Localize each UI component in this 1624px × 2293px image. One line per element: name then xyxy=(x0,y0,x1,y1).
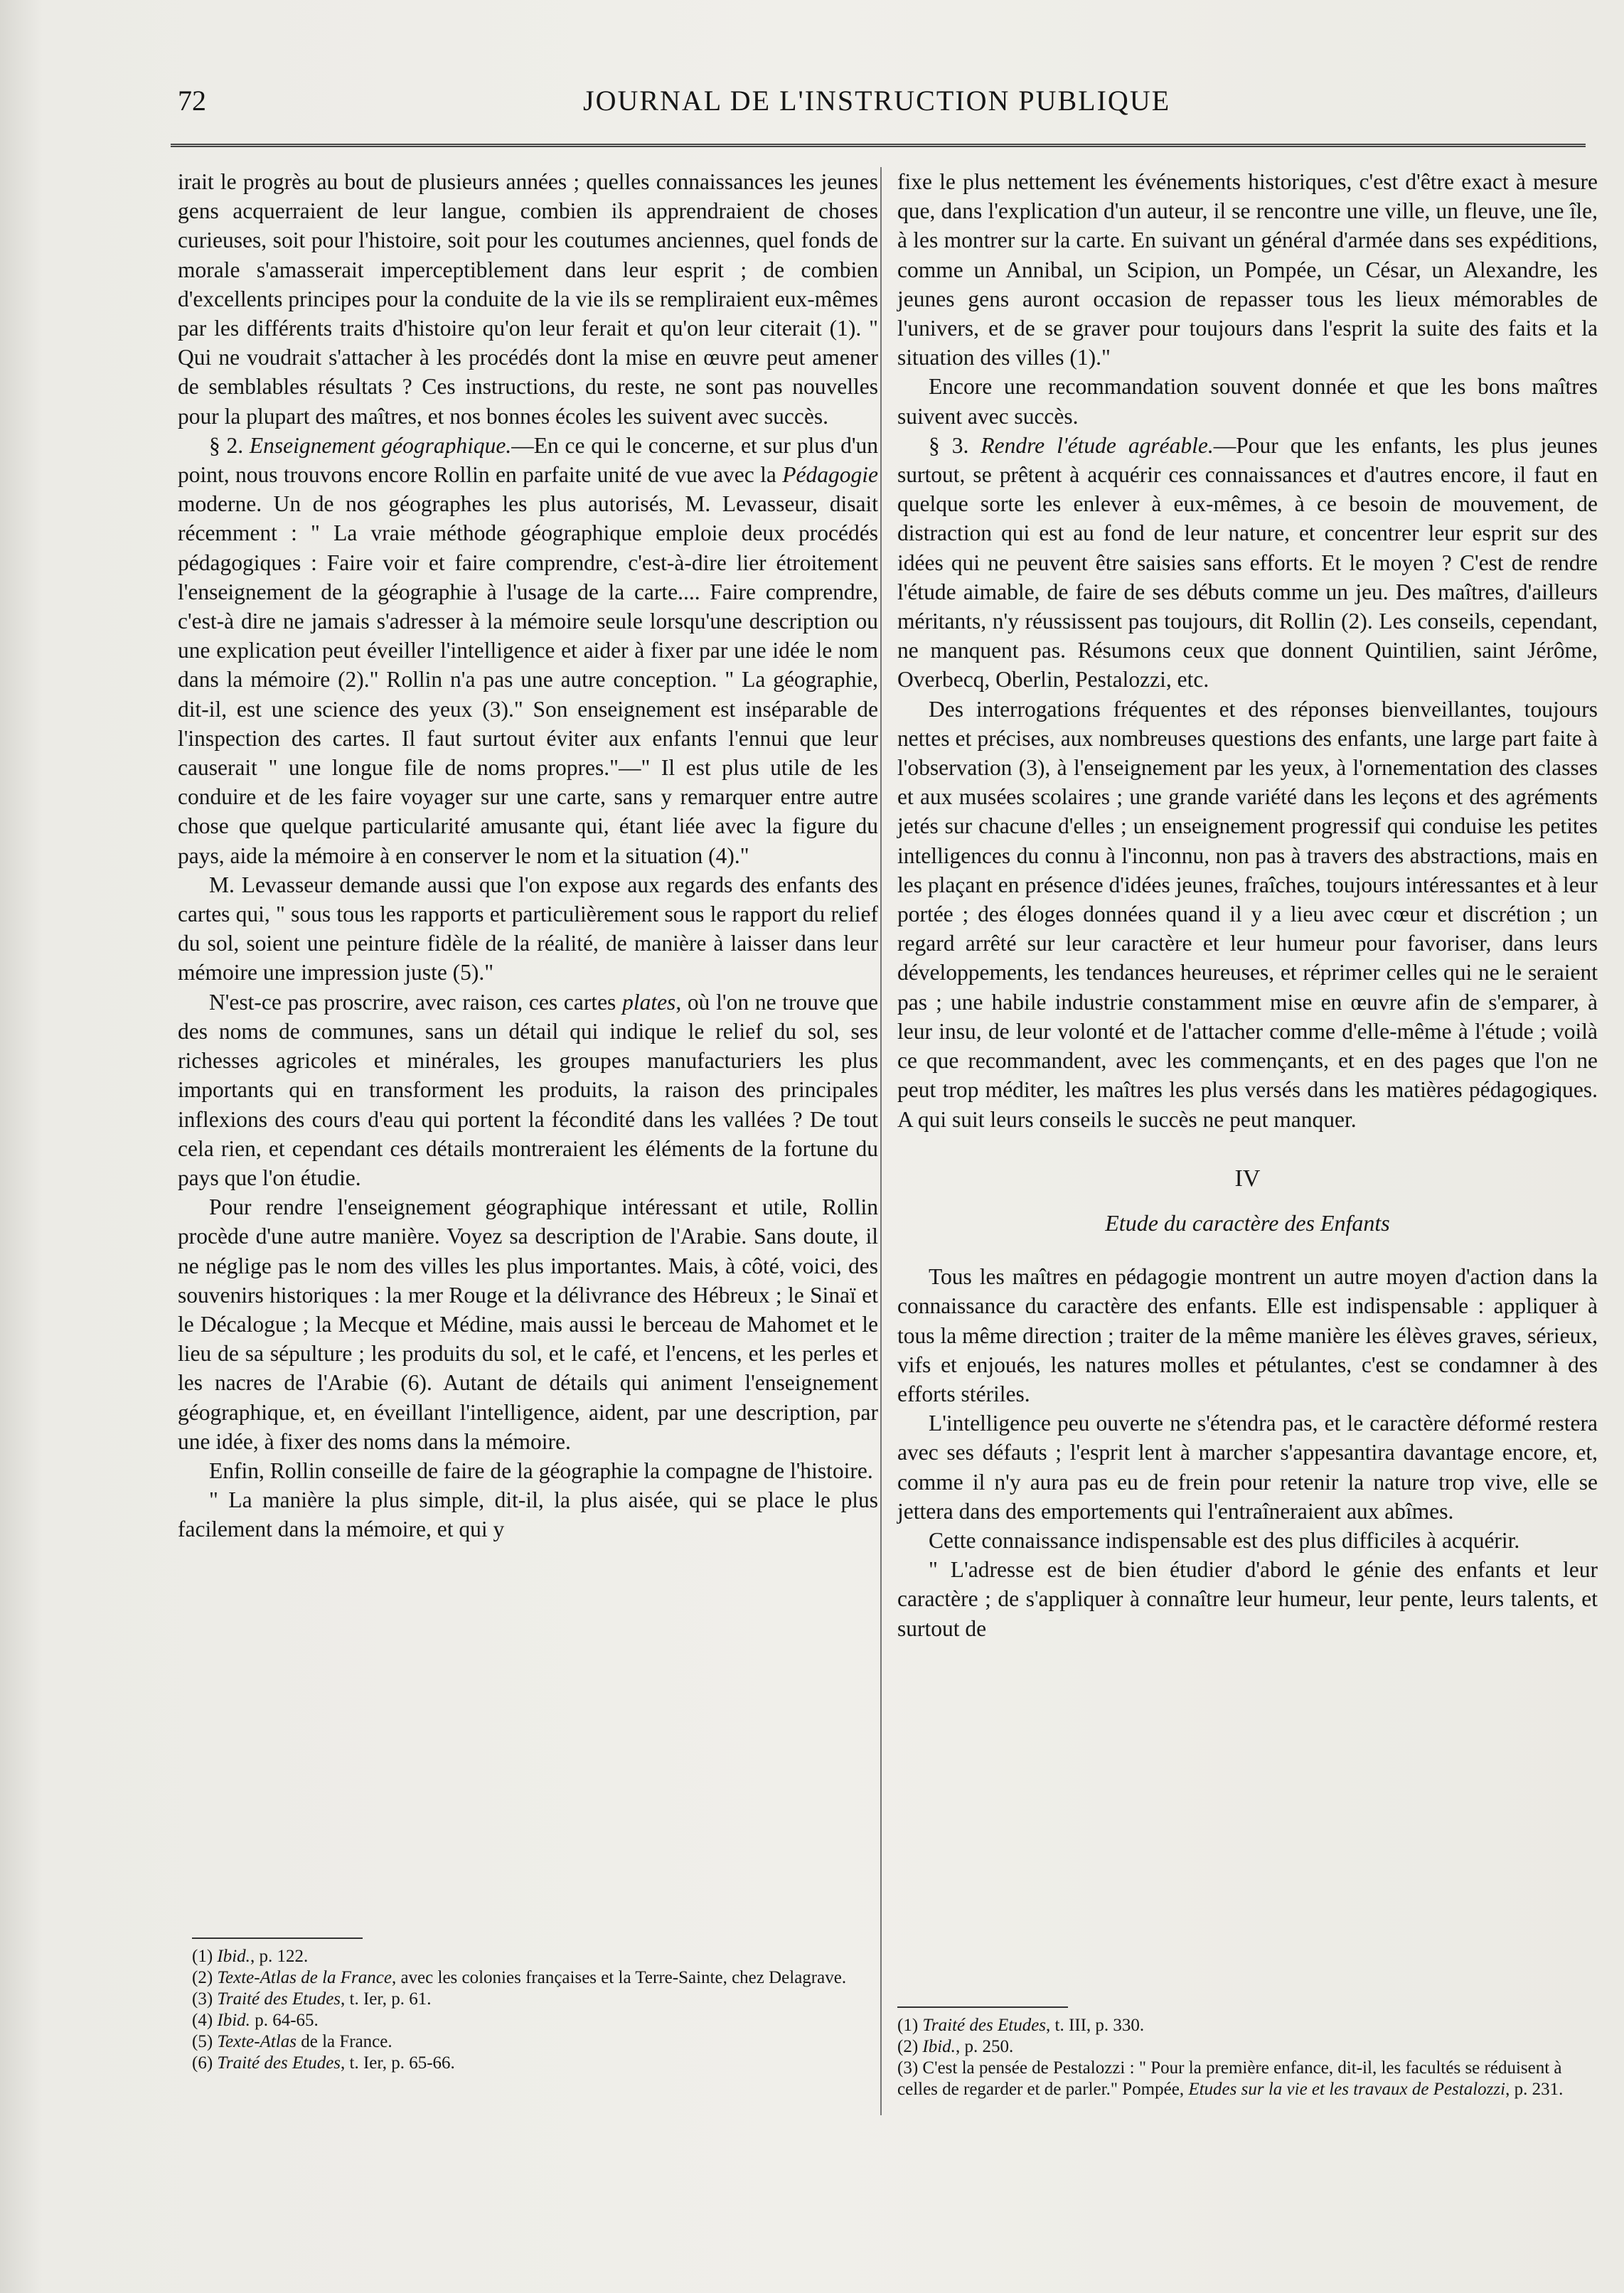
section-3-heading: Rendre l'étude agréable. xyxy=(981,432,1214,458)
right-paragraph-2: Encore une recommandation souvent donnée et que les bons maîtres suivent avec succès. xyxy=(897,374,1598,429)
left-paragraph-1: irait le progrès au bout de plusieurs années ; quelles connaissances les jeunes gens acquerraient de leur langue, combien ils apprendraient de choses curieuses, soit pour l'histoire, soit pour les coutumes anciennes, quel fonds de morale s'amasserait imperceptiblement dans leur esprit ; de combien d'excellents principes pour la conduite de la vie ils se rempliraient eux-mêmes par les différents traits d'histoire qu'on leur ferait et qu'on leur citerait (1). " Qui ne voudrait s'attacher à les procédés dont la mise en œuvre peut amener de semblables résultats ? Ces instructions, du reste, ne sont pas nouvelles pour la plupart des maîtres, et nos bonnes écoles les suivent avec succès. xyxy=(178,169,878,429)
right-paragraph-5: Tous les maîtres en pédagogie montrent un autre moyen d'action dans la connaissance du caractère des enfants. Elle est indispensable : appliquer à tous la même direction ; traiter de la même manière les élèves graves, sérieux, vifs et enjoués, les natures molles et pétulantes, c'est se condamner à des efforts stériles. xyxy=(897,1264,1598,1406)
right-column xyxy=(897,167,1598,1643)
footnote-number: (1) xyxy=(192,1947,218,1966)
journal-title: JOURNAL DE L'INSTRUCTION PUBLIQUE xyxy=(583,85,1171,117)
footnote-title: Ibid. xyxy=(217,1947,250,1966)
footnote xyxy=(192,1946,875,1967)
footnote-text: p. 64-65. xyxy=(250,2011,319,2030)
right-paragraph-3-text: —Pour que les enfants, les plus jeunes surtout, se prêtent à acquérir ces connaissances et d'autres encore, il faut en quelque sorte les enlever à eux-mêmes, à ce besoin de mouvement, de distraction qui est au fond de leur nature, et concentrer leur esprit sur des idées qui ne peuvent être saisies sans efforts. Et le moyen ? C'est de rendre l'étude aimable, de faire de ses débuts comme un jeu. Des maîtres, d'ailleurs méritants, n'y réussissent pas toujours, dit Rollin (2). Les conseils, cependant, ne manquent pas. Résumons ceux que donnent Quintilien, saint Jérôme, Overbecq, Oberlin, Pestalozzi, etc. xyxy=(897,432,1598,693)
left-paragraph-2 xyxy=(178,431,878,870)
plates-word: plates xyxy=(622,989,676,1015)
footnote xyxy=(897,2036,1594,2058)
footnote xyxy=(192,1989,875,2010)
footnote-number: (4) xyxy=(192,2011,218,2030)
right-paragraph-3 xyxy=(897,431,1598,695)
left-paragraph-3: M. Levasseur demande aussi que l'on expose aux regards des enfants des cartes qui, " sous tous les rapports et particulièrement sous le rapport du relief du sol, soient une peinture fidèle de la réalité, de manière à laisser dans leur mémoire une impression juste (5)." xyxy=(178,872,878,985)
page-header xyxy=(171,84,1586,127)
footnote-text: , p. 231. xyxy=(1505,2080,1564,2099)
footnote-number: (5) xyxy=(192,2032,218,2051)
right-footnotes xyxy=(897,2006,1594,2100)
left-paragraph-4-part-a: N'est-ce pas proscrire, avec raison, ces cartes xyxy=(209,989,623,1015)
footnote xyxy=(192,2010,875,2031)
footnote-text: , p. 250. xyxy=(955,2037,1014,2056)
footnote xyxy=(192,2053,875,2074)
footnote-title: Traité des Etudes xyxy=(922,2016,1047,2035)
left-paragraph-2-part-a: —En ce qui le concerne, et sur plus d'un point, nous trouvons encore Rollin en parfaite unité de vue avec la xyxy=(178,432,878,488)
left-paragraph-6: Enfin, Rollin conseille de faire de la géographie la compagne de l'histoire. xyxy=(209,1458,873,1483)
right-paragraph-4: Des interrogations fréquentes et des réponses bienveillantes, toujours nettes et précises, aux nombreuses questions des enfants, une large part faite à l'observation (3), à l'enseignement par les yeux, à l'ornementation des classes et aux musées scolaires ; une grande variété dans les leçons et des agréments jetés sur chacune d'elles ; un enseignement progressif qui conduise les petites intelligences du connu à l'inconnu, non pas à travers des abstractions, mais en les plaçant en présence d'idées jeunes, fraîches, toujours intéressantes et à leur portée ; des éloges données quand il y a lieu avec cœur et discrétion ; un regard arrêté sur leur caractère et leur humeur pour favoriser, dans leurs développements, les tendances heureuses, et réprimer celles qui ne le seraient pas ; une habile industrie constamment mise en œuvre afin de s'emparer, à leur insu, de leur volonté et de l'attacher comme d'elle-même à l'étude ; voilà ce que recommandent, avec les commençants, et en des pages que l'on ne peut trop méditer, les maîtres les plus versés dans les matières pédagogiques. A qui suit leurs conseils le succès ne peut manquer. xyxy=(897,696,1598,1132)
footnote-text: de la France. xyxy=(296,2032,392,2051)
right-paragraph-1: fixe le plus nettement les événements historiques, c'est d'être exact à mesure que, dans l'explication d'un auteur, il se rencontre une ville, un fleuve, une île, à les montrer sur la carte. En suivant un général d'armée dans ses expéditions, comme un Annibal, un Scipion, un Pompée, un César, un Alexandre, les jeunes gens auront occasion de repasser tous les lieux mémorables de l'univers, et de se graver pour toujours dans l'esprit la suite des faits et la situation des villes (1)." xyxy=(897,169,1598,370)
footnote-title: Etudes sur la vie et les travaux de Pestalozzi xyxy=(1188,2080,1506,2099)
column-divider xyxy=(880,167,882,2115)
page-number: 72 xyxy=(178,85,206,117)
footnote-title: Ibid. xyxy=(217,2011,250,2030)
section-iv-number: IV xyxy=(1234,1165,1261,1192)
left-paragraph-2-part-b: moderne. Un de nos géographes les plus autorisés, M. Levasseur, disait récemment : " La vraie méthode géographique emploie deux procédés pédagogiques : Faire voir et faire comprendre, c'est-à-dire lier étroitement l'enseignement de la géographie à l'usage de la carte.... Faire comprendre, c'est-à dire ne jamais s'adresser à la mémoire seule lorsqu'une description ou une explication peut éveiller l'intelligence et aider à fixer par une idée le nom dans la mémoire (2)." Rollin n'a pas une autre conception. " La géographie, dit-il, est une science des yeux (3)." Son enseignement est inséparable de l'inspection des cartes. Il faut surtout éviter aux enfants l'ennui que leur causerait " une longue file de noms propres."—" Il est plus utile de les conduire et de les faire voyager sur une carte, sans y remarquer entre autre chose que quelque particularité amusante qui, étant liée avec la figure du pays, aide la mémoire à en conserver le nom et la situation (4)." xyxy=(178,491,878,868)
footnote-text: , t. Ier, p. 65-66. xyxy=(341,2053,455,2073)
left-paragraph-5: Pour rendre l'enseignement géographique intéressant et utile, Rollin procède d'une autre manière. Voyez sa description de l'Arabie. Sans doute, il ne néglige pas le nom des villes les plus importantes. Mais, à côté, voici, des souvenirs historiques : la mer Rouge et la délivrance des Hébreux ; le Sinaï et le Décalogue ; la Mecque et Médine, mais aussi le berceau de Mahomet et le lieu de sa sépulture ; les produits du sol, et le café, et l'encens, et les perles et les nacres de l'Arabie (6). Autant de détails qui animent l'enseignement géographique, et, en éveillant l'intelligence, aident, par une description, par une idée, à fixer des noms dans la mémoire. xyxy=(178,1194,878,1454)
pedagogie-word: Pédagogie xyxy=(782,462,878,488)
footnote-title: Ibid. xyxy=(922,2037,956,2056)
footnote-number: (6) xyxy=(192,2053,218,2073)
footnote-number: (2) xyxy=(897,2037,923,2056)
footnote-title: Traité des Etudes xyxy=(217,1989,341,2009)
footnote-number: (3) xyxy=(192,1989,218,2009)
section-2-number: § 2. xyxy=(209,432,250,458)
footnote-text: , p. 122. xyxy=(250,1947,309,1966)
left-paragraph-4-part-b: , où l'on ne trouve que des noms de communes, sans un détail qui indique le relief du sol, ses richesses agricoles et minérales, les groupes manufacturiers les plus importants qui en transforment les produits, la raison des principales inflexions des cours d'eau qui portent la fécondité dans les vallées ? De tout cela rien, et cependant ces détails montreraient les éléments de la fortune du pays que l'on étudie. xyxy=(178,989,878,1190)
footnote-rule xyxy=(897,2006,1068,2008)
footnote-title: Texte-Atlas de la France xyxy=(217,1968,392,1987)
section-2-heading: Enseignement géographique. xyxy=(249,432,512,458)
right-paragraph-6: L'intelligence peu ouverte ne s'étendra pas, et le caractère déformé restera avec ses défauts ; l'esprit lent à marcher s'appesantira davantage encore, et, comme il n'y aura pas eu de frein pour retenir la nature trop vive, elle se jettera dans des emportements qui l'entraîneraient aux abîmes. xyxy=(897,1411,1598,1524)
footnote-text: , t. Ier, p. 61. xyxy=(341,1989,432,2009)
footnote-text: C'est la pensée de Pestalozzi : " Pour la première enfance, dit-il, les facultés se réduisent à celles de regarder et de parler." Pompée, xyxy=(897,2058,1562,2099)
footnote xyxy=(192,2031,875,2053)
footnote-text: , t. III, p. 330. xyxy=(1046,2016,1145,2035)
footnote-number: (1) xyxy=(897,2016,923,2035)
footnote-title: Texte-Atlas xyxy=(217,2032,297,2051)
footnote xyxy=(897,2058,1594,2100)
right-paragraph-8: " L'adresse est de bien étudier d'abord le génie des enfants et leur caractère ; de s'appliquer à connaître leur humeur, leur pente, leurs talents, et surtout de xyxy=(897,1557,1598,1641)
section-iv-title: Etude du caractère des Enfants xyxy=(1105,1209,1390,1236)
right-paragraph-7: Cette connaissance indispensable est des plus difficiles à acquérir. xyxy=(929,1527,1520,1553)
footnote xyxy=(897,2015,1594,2036)
footnote-number: (3) xyxy=(897,2058,923,2078)
left-paragraph-4 xyxy=(178,988,878,1192)
footnote-number: (2) xyxy=(192,1968,218,1987)
footnote xyxy=(192,1967,875,1989)
left-paragraph-7: " La manière la plus simple, dit-il, la plus aisée, qui se place le plus facilement dans la mémoire, et qui y xyxy=(178,1487,878,1542)
footnote-title: Traité des Etudes xyxy=(217,2053,341,2073)
section-3-number: § 3. xyxy=(929,432,981,458)
header-rule xyxy=(171,144,1586,147)
left-footnotes xyxy=(192,1937,875,2074)
footnote-rule xyxy=(192,1937,363,1939)
left-column xyxy=(178,167,878,1544)
footnote-text: , avec les colonies françaises et la Terre-Sainte, chez Delagrave. xyxy=(391,1968,847,1987)
